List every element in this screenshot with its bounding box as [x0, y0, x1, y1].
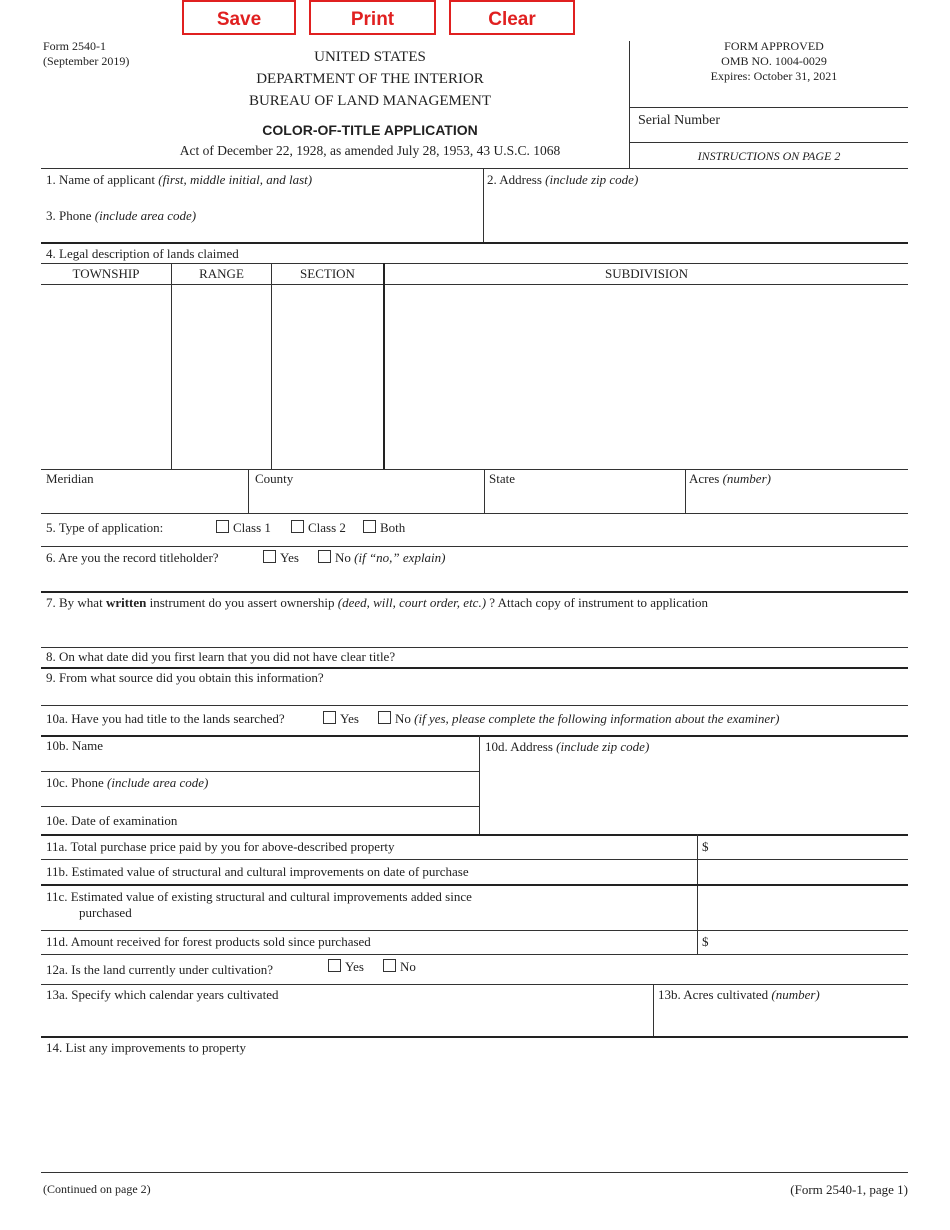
- page-number: (Form 2540-1, page 1): [790, 1182, 908, 1197]
- subdivision-input[interactable]: [385, 285, 908, 469]
- information-source-label: 9. From what source did you obtain this information?: [46, 670, 324, 685]
- county-label: County: [255, 471, 294, 486]
- title-searched-no-option[interactable]: No (if yes, please complete the following information about the examiner): [378, 711, 780, 727]
- titleholder-no-checkbox[interactable]: [318, 550, 331, 563]
- meridian-label: Meridian: [46, 471, 94, 486]
- instructions-note: INSTRUCTIONS ON PAGE 2: [697, 149, 841, 163]
- titleholder-yes-checkbox[interactable]: [263, 550, 276, 563]
- improvements-added-label-line2: purchased: [79, 905, 132, 920]
- improvements-list-label: 14. List any improvements to property: [46, 1040, 247, 1055]
- purchase-price-dollar: $: [702, 839, 709, 854]
- class-2-checkbox[interactable]: [291, 520, 304, 533]
- class-1-option[interactable]: Class 1: [216, 520, 271, 536]
- cultivated-years-label: 13a. Specify which calendar years cultivated: [46, 987, 279, 1002]
- page-title: COLOR-OF-TITLE APPLICATION: [262, 122, 478, 138]
- address-label: 2. Address (include zip code): [487, 172, 639, 187]
- cultivation-no-checkbox[interactable]: [383, 959, 396, 972]
- cultivation-label: 12a. Is the land currently under cultivation?: [46, 962, 274, 977]
- township-input[interactable]: [41, 285, 171, 469]
- examiner-name-label: 10b. Name: [46, 738, 104, 753]
- agency-line-2: DEPARTMENT OF THE INTERIOR: [256, 71, 484, 87]
- title-searched-yes-option[interactable]: Yes: [323, 711, 359, 727]
- agency-line-3: BUREAU OF LAND MANAGEMENT: [248, 93, 492, 109]
- improvements-added-label: 11c. Estimated value of existing structural and cultural improvements added since: [46, 889, 472, 904]
- forest-products-dollar: $: [702, 934, 709, 949]
- titleholder-no-option[interactable]: No (if “no,” explain): [318, 550, 446, 566]
- cultivation-yes-checkbox[interactable]: [328, 959, 341, 972]
- expiration-date: Expires: October 31, 2021: [710, 69, 838, 83]
- class-1-checkbox[interactable]: [216, 520, 229, 533]
- section-column-header: SECTION: [300, 266, 355, 281]
- state-label: State: [489, 471, 515, 486]
- phone-label: 3. Phone (include area code): [46, 208, 197, 223]
- omb-number: OMB NO. 1004-0029: [721, 54, 827, 68]
- act-reference: Act of December 22, 1928, as amended July 28, 1953, 43 U.S.C. 1068: [179, 143, 561, 158]
- form-date: (September 2019): [43, 54, 130, 68]
- both-checkbox[interactable]: [363, 520, 376, 533]
- range-input[interactable]: [172, 285, 271, 469]
- agency-line-1: UNITED STATES: [314, 49, 426, 65]
- legal-description-label: 4. Legal description of lands claimed: [46, 246, 239, 261]
- serial-number-label: Serial Number: [638, 113, 721, 128]
- cultivation-no-option[interactable]: No: [383, 959, 416, 975]
- titleholder-label: 6. Are you the record titleholder?: [46, 550, 219, 565]
- acres-label: Acres (number): [689, 471, 771, 486]
- subdivision-column-header: SUBDIVISION: [604, 266, 689, 281]
- section-input[interactable]: [272, 285, 383, 469]
- both-option[interactable]: Both: [363, 520, 405, 536]
- range-column-header: RANGE: [199, 266, 244, 281]
- form-approved: FORM APPROVED: [724, 39, 824, 53]
- title-searched-label: 10a. Have you had title to the lands searched?: [46, 711, 285, 726]
- purchase-price-label: 11a. Total purchase price paid by you for above-described property: [46, 839, 395, 854]
- improvements-list-input[interactable]: [41, 1058, 908, 1170]
- applicant-name-label: 1. Name of applicant (first, middle initial, and last): [46, 172, 313, 187]
- examination-date-label: 10e. Date of examination: [46, 813, 178, 828]
- title-searched-yes-checkbox[interactable]: [323, 711, 336, 724]
- clear-title-date-label: 8. On what date did you first learn that you did not have clear title?: [46, 649, 396, 664]
- forest-products-label: 11d. Amount received for forest products sold since purchased: [46, 934, 371, 949]
- form-number: Form 2540-1: [43, 39, 106, 53]
- clear-button[interactable]: Clear: [449, 0, 575, 35]
- titleholder-yes-option[interactable]: Yes: [263, 550, 299, 566]
- title-searched-no-checkbox[interactable]: [378, 711, 391, 724]
- application-type-label: 5. Type of application:: [46, 520, 164, 535]
- acres-cultivated-label: 13b. Acres cultivated (number): [658, 987, 820, 1002]
- instrument-label: 7. By what written instrument do you assert ownership (deed, will, court order, etc.) ? Attach copy of instrument to application: [46, 595, 709, 610]
- township-column-header: TOWNSHIP: [72, 266, 140, 281]
- continued-note: (Continued on page 2): [43, 1182, 151, 1196]
- examiner-address-label: 10d. Address (include zip code): [485, 739, 650, 754]
- class-2-option[interactable]: Class 2: [291, 520, 346, 536]
- print-button[interactable]: Print: [309, 0, 436, 35]
- save-button[interactable]: Save: [182, 0, 296, 35]
- cultivation-yes-option[interactable]: Yes: [328, 959, 364, 975]
- examiner-phone-label: 10c. Phone (include area code): [46, 775, 209, 790]
- improvements-purchase-label: 11b. Estimated value of structural and cultural improvements on date of purchase: [46, 864, 469, 879]
